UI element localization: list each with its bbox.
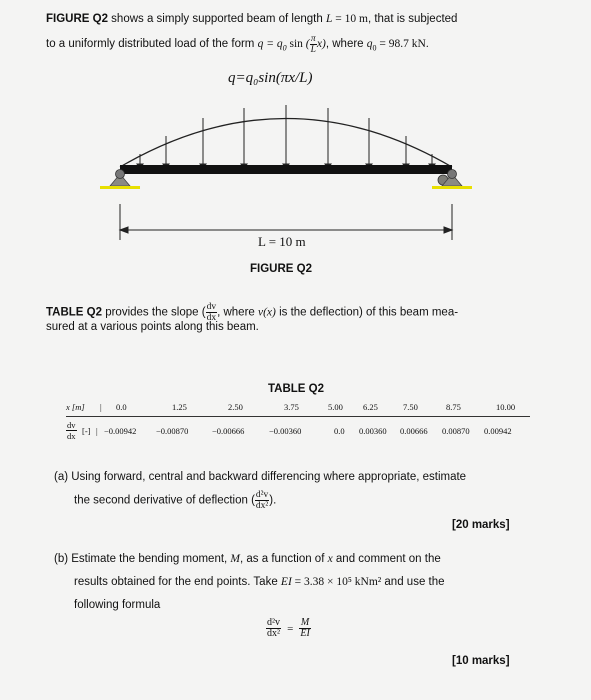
slope-value: −0.00870 — [156, 426, 189, 436]
part-a-line-1: (a) Using forward, central and backward differencing where appropriate, estimate — [54, 471, 467, 483]
intro-text: shows a simply supported beam of length — [107, 13, 326, 25]
ei-value: = 3.38 × 10⁵ kNm² — [291, 576, 382, 588]
table-rule — [66, 416, 530, 417]
x-value: 7.50 — [403, 402, 418, 412]
slope-label-den: dx — [67, 431, 76, 441]
load-sub: 0 — [282, 43, 287, 53]
part-b-text: , as a function of — [240, 553, 328, 565]
dimension-label: L = 10 m — [258, 234, 306, 249]
x-value: 3.75 — [284, 402, 299, 412]
formula-rhs — [299, 618, 310, 639]
figure-caption: FIGURE Q2 — [250, 263, 312, 275]
table-title: TABLE Q2 — [268, 383, 325, 395]
x-value: 10.00 — [496, 402, 516, 412]
formula-equals: = — [287, 622, 294, 635]
slope-value: −0.00666 — [212, 426, 245, 436]
slope-value: −0.00942 — [104, 426, 137, 436]
second-derivative-fraction — [255, 490, 269, 511]
part-b-line-3: following formula — [74, 599, 161, 611]
load-arg-num: π — [310, 34, 316, 44]
part-b-line-2 — [74, 575, 445, 590]
moment-var: M — [230, 553, 241, 565]
slope-table — [66, 402, 546, 448]
row-unit: [-] — [82, 426, 91, 436]
length-value: = 10 m — [332, 13, 368, 25]
row-label-x: x [m] — [66, 402, 85, 412]
formula-rhs-num: M — [300, 617, 310, 628]
ei-var: EI — [280, 576, 292, 588]
part-b-line-1 — [54, 552, 441, 567]
q0-label: q — [366, 38, 373, 51]
slope-value: 0.00942 — [484, 426, 512, 436]
intro-line-1 — [46, 12, 457, 27]
part-a-marks: [20 marks] — [452, 519, 510, 531]
part-b-marks: [10 marks] — [452, 655, 510, 667]
load-arg-fraction — [310, 34, 317, 55]
row-separator: | — [96, 426, 98, 436]
q0-sub: 0 — [372, 43, 377, 53]
q0-value: = 98.7 kN. — [376, 38, 429, 51]
formula-lhs — [266, 618, 281, 639]
formula-rhs-den: EI — [300, 628, 310, 639]
part-b-text: results obtained for the end points. Take — [74, 576, 281, 588]
slope-value: 0.0 — [334, 426, 345, 436]
table-ref: TABLE Q2 — [46, 306, 103, 319]
part-a-line-2 — [74, 490, 276, 511]
moment-formula — [266, 618, 311, 639]
x-var: x — [327, 553, 333, 565]
load-arg-x: x — [316, 38, 323, 51]
deflection-expr: v(x) — [258, 306, 276, 319]
x-value: 2.50 — [228, 402, 243, 412]
load-expr: $q = q_0$ sin ( $\frac{\pi}{L}$ x) — [257, 34, 326, 55]
part-b-text: and use the — [381, 576, 445, 588]
beam — [120, 165, 452, 174]
slope-num: dv — [206, 302, 217, 312]
row-separator: | — [100, 402, 102, 412]
load-arg-den: L — [310, 45, 316, 55]
table-intro-text: , where — [217, 306, 258, 319]
second-derivative-den: dx² — [255, 501, 269, 511]
slope-den: dx — [206, 313, 217, 323]
slope-value: −0.00360 — [269, 426, 302, 436]
formula-lhs-den: dx² — [267, 628, 280, 639]
part-b-text: and comment on the — [332, 553, 441, 565]
slope-value: 0.00870 — [442, 426, 470, 436]
x-value: 0.0 — [116, 402, 127, 412]
load-lhs: q = q — [257, 38, 283, 51]
slope-label-num: dv — [67, 420, 76, 430]
table-intro-line-2: sured at a various points along this beam. — [46, 321, 259, 333]
x-value: 5.00 — [328, 402, 343, 412]
load-arrows — [137, 105, 435, 168]
x-value: 1.25 — [172, 402, 187, 412]
beam-figure — [96, 88, 476, 248]
part-a-text: ). — [269, 494, 277, 507]
table-row — [66, 420, 546, 446]
x-value: 6.25 — [363, 402, 378, 412]
slope-value: 0.00360 — [359, 426, 387, 436]
x-value: 8.75 — [446, 402, 461, 412]
part-a-text: the second derivative of deflection ( — [74, 494, 255, 507]
table-row — [66, 402, 546, 416]
table-intro-text: provides the slope ( — [102, 306, 206, 319]
figure-ref: FIGURE Q2 — [46, 13, 108, 25]
load-label: q=q₀sin(πx/L) — [228, 70, 313, 86]
table-intro-text: is the deflection) of this beam mea- — [275, 306, 459, 319]
intro-line-2 — [46, 34, 429, 55]
intro-text: to a uniformly distributed load of the form — [46, 38, 258, 51]
load-sin: sin — [286, 38, 306, 51]
intro-text: , that is subjected — [367, 13, 458, 25]
part-b-text: (b) Estimate the bending moment, — [54, 553, 231, 565]
intro-text: , where — [325, 38, 367, 51]
slope-value: 0.00666 — [400, 426, 428, 436]
second-derivative-num: d²v — [255, 490, 269, 500]
length-var: L — [325, 13, 333, 25]
formula-lhs-num: d²v — [267, 617, 280, 628]
row-label-slope — [66, 420, 77, 441]
